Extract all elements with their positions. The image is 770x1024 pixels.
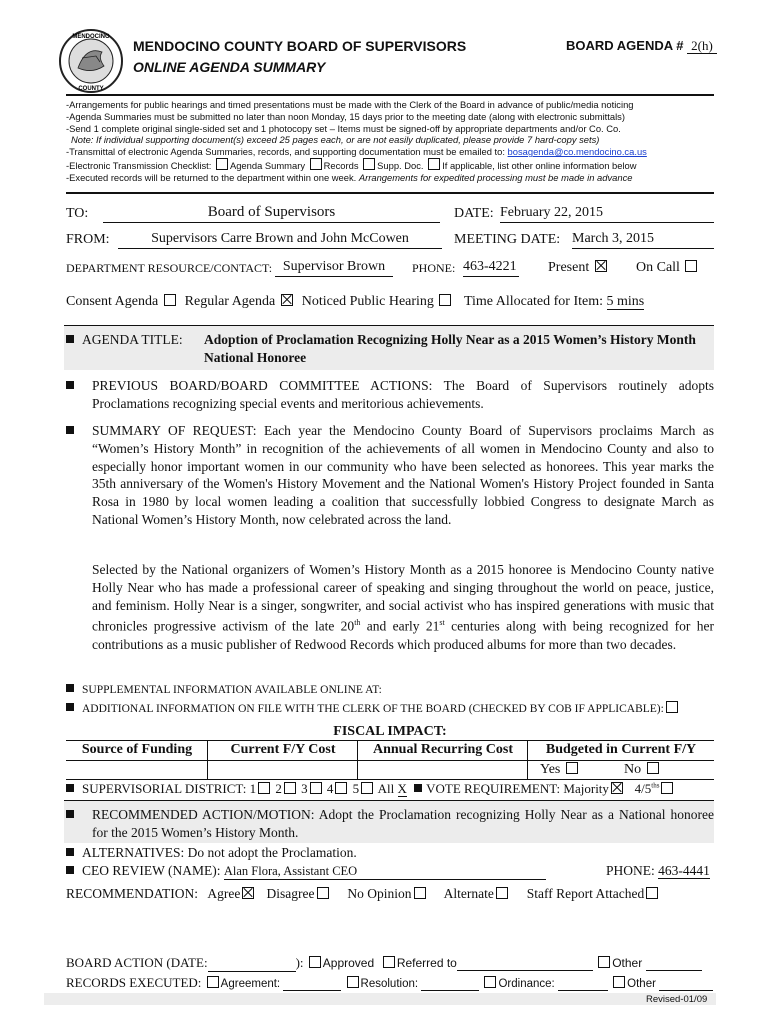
supplemental-line1 (66, 684, 382, 696)
checkbox-supp-doc[interactable] (363, 158, 375, 170)
bullet-icon (66, 784, 74, 792)
four-fifths-sup: ths (651, 781, 660, 790)
meeting-date-field[interactable] (572, 231, 714, 249)
district-1-label: 1 (249, 781, 257, 796)
alternatives-label: ALTERNATIVES: (82, 845, 185, 860)
alternatives (66, 845, 357, 861)
district-all-mark[interactable]: X (397, 781, 407, 796)
checkbox-resolution[interactable] (347, 976, 359, 988)
meeting-date-value: March 3, 2015 (572, 231, 655, 246)
checkbox-additional-info[interactable] (666, 701, 678, 713)
alternate-label: Alternate (443, 886, 494, 901)
ceo-phone-value[interactable]: 463-4441 (658, 863, 710, 878)
dept-value: Supervisor Brown (282, 259, 386, 274)
checkbox-four-fifths[interactable] (661, 782, 673, 794)
checkbox-agreement[interactable] (207, 976, 219, 988)
board-other-label: Other (612, 956, 643, 970)
district-2-label: 2 (275, 781, 282, 796)
checkbox-district-5[interactable] (361, 782, 373, 794)
fiscal-yes-option[interactable] (540, 762, 580, 778)
checkbox-on-call[interactable] (685, 260, 697, 272)
checkbox-referred[interactable] (383, 956, 395, 968)
from-label: FROM: (66, 232, 110, 247)
on-call-label: On Call (636, 260, 680, 275)
recommended-bullet (66, 806, 82, 824)
fiscal-yes-label: Yes (540, 762, 561, 777)
checkbox-agree[interactable] (242, 887, 254, 899)
approved-label: Approved (322, 956, 375, 970)
dept-field[interactable] (275, 259, 393, 277)
bullet-icon (66, 810, 74, 818)
agreement-label: Agreement: (220, 978, 281, 990)
four-fifths-label: 4/5 (634, 781, 652, 796)
to-field[interactable] (103, 204, 440, 223)
checkbox-approved[interactable] (309, 956, 321, 968)
regular-label: Regular Agenda (184, 294, 276, 309)
label-if-applicable: If applicable, list other online information below (442, 159, 637, 171)
checkbox-no-opinion[interactable] (414, 887, 426, 899)
email-link[interactable]: bosagenda@co.mendocino.ca.us (507, 146, 647, 158)
time-label: Time Allocated for Item: (463, 294, 604, 309)
agenda-title-text: Adoption of Proclamation Recognizing Holly Near as a 2015 Women’s History Month National Honoree (204, 332, 696, 365)
instruction-2: -Agenda Summaries must be submitted no later than noon Monday, 15 days prior to the meeting date (along with electronic submittals) (66, 110, 625, 122)
checkbox-district-3[interactable] (310, 782, 322, 794)
records-executed-row (66, 975, 713, 991)
summary-bullet (66, 422, 82, 440)
additional-info-label: ADDITIONAL INFORMATION ON FILE WITH THE CLERK OF THE BOARD (CHECKED BY COB IF APPLICABLE): (82, 703, 664, 715)
board-action-close: ): (295, 955, 304, 970)
ceo-name: Alan Flora, Assistant CEO (223, 864, 358, 878)
board-action-row (66, 955, 702, 972)
district-label: SUPERVISORIAL DISTRICT: (82, 781, 247, 796)
phone-value: 463-4221 (463, 259, 517, 274)
ordinance-field[interactable] (558, 978, 608, 991)
checkbox-records[interactable] (310, 158, 322, 170)
noticed-label: Noticed Public Hearing (301, 294, 434, 309)
checkbox-regular[interactable] (281, 294, 293, 306)
checkbox-fiscal-yes[interactable] (566, 762, 578, 774)
date-field[interactable] (500, 205, 714, 223)
checkbox-ordinance[interactable] (484, 976, 496, 988)
district-row (66, 781, 675, 797)
ceo-name-field[interactable] (224, 864, 546, 880)
header-rule (66, 94, 714, 96)
summary-sup1: th (354, 618, 361, 628)
summary-paragraph2 (92, 561, 714, 653)
label-agenda-summary: Agenda Summary (229, 159, 306, 171)
district-all-label: All (377, 781, 395, 796)
consent-label: Consent Agenda (66, 294, 159, 309)
district-5-label: 5 (352, 781, 360, 796)
bullet-icon (66, 848, 74, 856)
fiscal-no-label: No (624, 762, 642, 777)
seal-text-bottom: COUNTY (78, 86, 104, 92)
checkbox-agenda-summary[interactable] (216, 158, 228, 170)
previous-actions-label: PREVIOUS BOARD/BOARD COMMITTEE ACTIONS: (92, 378, 433, 393)
checkbox-district-2[interactable] (284, 782, 296, 794)
summary-text2c: centuries along with being recognized for her contributions as a music publisher of Redwood Records which produced albums for more than two decades. (92, 618, 714, 652)
label-supp-doc: Supp. Doc. (377, 159, 424, 171)
time-value[interactable]: 5 mins (606, 294, 645, 309)
seal-text-top: MENDOCINO (72, 34, 110, 40)
supplemental-label: SUPPLEMENTAL INFORMATION AVAILABLE ONLINE AT: (82, 684, 382, 696)
records-other-label: Other (627, 978, 656, 990)
checkbox-district-4[interactable] (335, 782, 347, 794)
records-executed-label: RECORDS EXECUTED: (66, 975, 202, 990)
instruction-5: -Transmittal of electronic Agenda Summaries, records, and supporting documentation must be emailed to: (66, 146, 505, 158)
agreement-field[interactable] (283, 978, 341, 991)
ceo-review (66, 863, 546, 880)
from-field[interactable] (118, 231, 442, 249)
checkbox-district-1[interactable] (258, 782, 270, 794)
bullet-icon (66, 866, 74, 874)
fiscal-no-option[interactable] (624, 762, 661, 778)
bullet-icon (66, 703, 74, 711)
bullet-icon (66, 335, 74, 343)
checkbox-fiscal-no[interactable] (647, 762, 659, 774)
no-opinion-label: No Opinion (347, 886, 412, 901)
district-3-label: 3 (301, 781, 308, 796)
referred-to-field[interactable] (457, 956, 593, 971)
resolution-field[interactable] (421, 978, 479, 991)
referred-label: Referred to (396, 956, 457, 970)
instructions (66, 99, 726, 184)
recommended-text: Adopt the Proclamation recognizing Holly Near as a National honoree for the 2015 Women’s History Month. (92, 807, 714, 840)
ceo-label: CEO REVIEW (NAME): (82, 863, 221, 878)
instruction-expedited: Arrangements for expedited processing must be made in advance (358, 171, 633, 183)
fiscal-header-source: Source of Funding (81, 742, 193, 757)
label-records: Records (323, 159, 359, 171)
board-other-field[interactable] (646, 956, 702, 971)
meeting-date-label: MEETING DATE: (454, 232, 561, 247)
on-call-option[interactable] (636, 260, 699, 276)
ordinance-label: Ordinance: (498, 978, 555, 990)
fiscal-header-annual: Annual Recurring Cost (372, 742, 513, 757)
bullet-icon (66, 684, 74, 692)
summary-label: SUMMARY OF REQUEST: (92, 423, 257, 438)
bullet-icon (66, 426, 74, 434)
board-action-label: BOARD ACTION (DATE: (66, 955, 208, 970)
agenda-type-row (66, 294, 644, 310)
dept-label: DEPARTMENT RESOURCE/CONTACT: (66, 261, 273, 275)
bullet-icon (414, 784, 422, 792)
instruction-note: Note: If individual supporting document(s) exceed 25 pages each, or are not easily duplicated, please provide 7 hard-copy sets) (71, 134, 600, 146)
disagree-label: Disagree (266, 886, 315, 901)
summary-paragraph1 (92, 422, 714, 529)
records-other-field[interactable] (659, 978, 713, 991)
board-action-date-field[interactable] (208, 955, 296, 972)
header-title-line2: ONLINE AGENDA SUMMARY (133, 59, 326, 75)
staff-report-label: Staff Report Attached (526, 886, 645, 901)
summary-text1: Each year the Mendocino County Board of Supervisors proclaims March as “Women’s History Month” in recognition of the achievements of all women in Mendocino County and also to especially honor important women in our community who have been selected as honorees. This year marks the 35th anniversary of the Women's History Movement and the National Women's History Project founded in Santa Rosa in 1980 by local women leading a coalition that successfully lobbied Congress to designate March as National Women’s History Month, now celebrated across the land. (92, 423, 715, 527)
previous-actions-text (92, 377, 714, 413)
from-value: Supervisors Carre Brown and John McCowen (151, 231, 409, 246)
present-label: Present (548, 260, 590, 275)
instruction-3: -Send 1 complete original single-sided set and 1 photocopy set – Items must be signed-off by appropriate departments and/or Co. Co. (66, 122, 621, 134)
instruction-1: -Arrangements for public hearings and timed presentations must be made with the Clerk of the Board in advance of public/media noticing (66, 99, 634, 110)
footer-bar (44, 993, 716, 1005)
fiscal-impact-box (66, 724, 714, 780)
agenda-title-label: AGENDA TITLE: (82, 332, 183, 347)
majority-label: Majority (563, 781, 609, 796)
phone-field[interactable] (463, 259, 519, 277)
resolution-label: Resolution: (360, 978, 419, 990)
county-seal (58, 28, 124, 94)
ceo-phone-label: PHONE: (606, 863, 655, 878)
phone-label: PHONE: (412, 261, 456, 275)
checkbox-if-applicable[interactable] (428, 158, 440, 170)
date-value: February 22, 2015 (500, 205, 604, 220)
fiscal-title: FISCAL IMPACT: (333, 724, 447, 739)
alternatives-text: Do not adopt the Proclamation. (187, 845, 357, 860)
supplemental-line2 (66, 701, 680, 715)
board-agenda (566, 38, 717, 54)
revised-label: Revised-01/09 (646, 994, 708, 1005)
agree-label: Agree (207, 886, 241, 901)
previous-actions-body: The Board of Supervisors routinely adopts Proclamations recognizing special events and meritorious achievements. (92, 378, 714, 411)
summary-sup2: st (439, 618, 445, 628)
board-agenda-label: BOARD AGENDA # (566, 38, 684, 53)
bullet-icon (66, 381, 74, 389)
checkbox-majority[interactable] (611, 782, 623, 794)
recommended-label: RECOMMENDED ACTION/MOTION: (92, 807, 315, 822)
checkbox-alternate[interactable] (496, 887, 508, 899)
checkbox-present[interactable] (595, 260, 607, 272)
to-label: TO: (66, 206, 89, 221)
recommendation-row (66, 886, 660, 902)
checkbox-board-other[interactable] (598, 956, 610, 968)
summary-text2a: Selected by the National organizers of Women’s History Month as a 2015 honoree is Mendocino County native Holly Near who has made a professional career of speaking and singing throughout the world on peace, justice, and feminism. Holly Near is a singer, songwriter, and social activist who has inspired generations with music that chronicles progressive activism of the late 20 (92, 562, 714, 634)
fiscal-header-current: Current F/Y Cost (230, 742, 336, 757)
instructions-rule (66, 192, 714, 194)
present-option[interactable] (548, 260, 609, 276)
ceo-phone (606, 863, 710, 879)
date-label: DATE: (454, 206, 494, 221)
district-4-label: 4 (326, 781, 334, 796)
fiscal-header-budgeted: Budgeted in Current F/Y (545, 742, 697, 757)
recommendation-label: RECOMMENDATION: (66, 886, 199, 901)
header-title-line1: MENDOCINO COUNTY BOARD OF SUPERVISORS (133, 38, 467, 54)
checkbox-disagree[interactable] (317, 887, 329, 899)
checkbox-noticed[interactable] (439, 294, 451, 306)
recommended-action (92, 806, 714, 842)
instruction-executed: -Executed records will be returned to the department within one week. (66, 171, 357, 183)
board-agenda-number: 2(h) (687, 38, 717, 54)
to-value: Board of Supervisors (207, 204, 336, 220)
instruction-checklist: -Electronic Transmission Checklist: (66, 159, 212, 171)
checkbox-staff-report[interactable] (646, 887, 658, 899)
vote-label: VOTE REQUIREMENT: (426, 781, 561, 796)
checkbox-records-other[interactable] (613, 976, 625, 988)
summary-text2b: and early 21 (360, 618, 440, 634)
checkbox-consent[interactable] (164, 294, 176, 306)
